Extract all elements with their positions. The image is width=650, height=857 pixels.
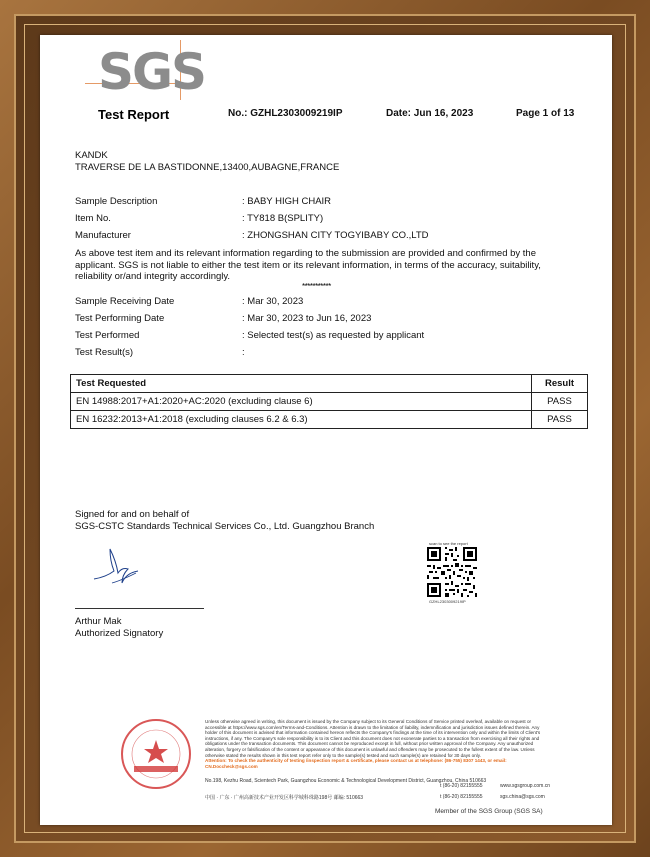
authenticity-notice: Attention: To check the authenticity of testing /inspection report & certificate, please contact us at telephone: (86-755) 8307 1443, or email: CN.Doccheck@sgs.com xyxy=(205,758,507,769)
signatory-title: Authorized Signatory xyxy=(75,628,164,639)
test-name-cell: EN 14988:2017+A1:2020+AC:2020 (excluding clause 6) xyxy=(71,393,532,411)
signing-company: SGS-CSTC Standards Technical Services Co., Ltd. Guangzhou Branch xyxy=(75,521,375,532)
contact-email[interactable]: sgs.china@sgs.com xyxy=(500,794,545,800)
result-cell: PASS xyxy=(532,393,588,411)
report-page xyxy=(40,35,612,825)
terms-fine-print xyxy=(205,719,545,769)
telephone-1: t (86-20) 82155555 xyxy=(440,783,483,789)
test-name-cell: EN 16232:2013+A1:2018 (excluding clauses 6.2 & 6.3) xyxy=(71,411,532,429)
address-chinese: 中国 · 广东 · 广州高新技术产业开发区科学城科珠路198号 邮编: 510663 xyxy=(205,795,364,801)
statement-line-1: As above test item and its relevant information regarding to the submission are provided and confirmed by the xyxy=(75,248,537,259)
website[interactable]: www.sgsgroup.com.cn xyxy=(500,783,551,789)
stars-divider: *********** xyxy=(302,282,331,291)
report-date: Date: Jun 16, 2023 xyxy=(386,108,474,119)
receiving-date-label: Sample Receiving Date xyxy=(75,296,175,307)
item-no-label: Item No. xyxy=(75,213,111,224)
applicant-address: TRAVERSE DE LA BASTIDONNE,13400,AUBAGNE,FRANCE xyxy=(75,162,340,173)
manufacturer-label: Manufacturer xyxy=(75,230,131,241)
qr-code xyxy=(427,547,477,597)
applicant-name: KANDK xyxy=(75,150,108,161)
handwritten-signature xyxy=(92,543,142,593)
receiving-date-value: : Mar 30, 2023 xyxy=(242,296,304,307)
signatory-name: Arthur Mak xyxy=(75,616,122,627)
address-english: No.198, Kezhu Road, Scientech Park, Guangzhou Economic & Technological Development District, Guangzhou, China 510663 xyxy=(205,778,487,784)
performing-date-value: : Mar 30, 2023 to Jun 16, 2023 xyxy=(242,313,372,324)
company-seal xyxy=(120,718,192,790)
item-no-value: : TY818 B(SPLITY) xyxy=(242,213,324,224)
sample-description-label: Sample Description xyxy=(75,196,158,207)
test-results-table xyxy=(70,374,588,429)
manufacturer-value: : ZHONGSHAN CITY TOGYIBABY CO.,LTD xyxy=(242,230,429,241)
performing-date-label: Test Performing Date xyxy=(75,313,165,324)
page-indicator: Page 1 of 13 xyxy=(516,108,575,119)
sample-description-value: : BABY HIGH CHAIR xyxy=(242,196,332,207)
report-title: Test Report xyxy=(98,107,170,122)
col-result: Result xyxy=(532,375,588,393)
test-results-label: Test Result(s) xyxy=(75,347,134,358)
fine-print-text: Unless otherwise agreed in writing, this document is issued by the Company subject to its General Conditions of Service printed overleaf, available on request or accessible at https://www.sgs.com/en/Terms-and-Conditions. Attention is drawn to the limitation of liability, indemnification and jurisdiction issues defined therein. Any holder of this document is advised that information contained hereon reflects the Company's findings at the time of its intervention only and within the limits of Client's instructions, if any. The Company's sole responsibility is to its Client and this document does not exonerate parties to a transaction from exercising all their rights and obligations under the transaction documents. This document cannot be reproduced except in full, without prior written approval of the Company. Any unauthorized alteration, forgery or falsification of the content or appearance of this document is unlawful and offenders may be prosecuted to the fullest extent of the law. Unless otherwise stated the results shown in this test report refer only to the sample(s) tested and such sample(s) are retained for 30 days only. xyxy=(205,719,541,758)
table-header-row xyxy=(71,375,588,393)
qr-caption-top: scan to see the report xyxy=(429,541,468,546)
report-number: No.: GZHL2303009219IP xyxy=(228,108,343,119)
qr-caption-bottom: GZHL2303009219IP xyxy=(429,599,466,604)
result-cell: PASS xyxy=(532,411,588,429)
statement-line-3: reliability or/and integrity accordingly. xyxy=(75,271,231,282)
test-performed-value: : Selected test(s) as requested by applicant xyxy=(242,330,425,341)
telephone-2: t (86-20) 82155555 xyxy=(440,794,483,800)
sgs-logo: SGS xyxy=(98,43,206,101)
table-row xyxy=(71,393,588,411)
signed-for-text: Signed for and on behalf of xyxy=(75,509,190,520)
signature-line xyxy=(75,608,204,609)
table-row xyxy=(71,411,588,429)
test-performed-label: Test Performed xyxy=(75,330,140,341)
statement-paragraph xyxy=(75,248,577,283)
sgs-group-member: Member of the SGS Group (SGS SA) xyxy=(435,808,543,815)
test-results-value: : xyxy=(242,347,245,358)
statement-line-2: applicant. SGS is not liable to either the test item or its relevant information, in terms of the accuracy, suitability, xyxy=(75,259,541,271)
col-test-requested: Test Requested xyxy=(71,375,532,393)
